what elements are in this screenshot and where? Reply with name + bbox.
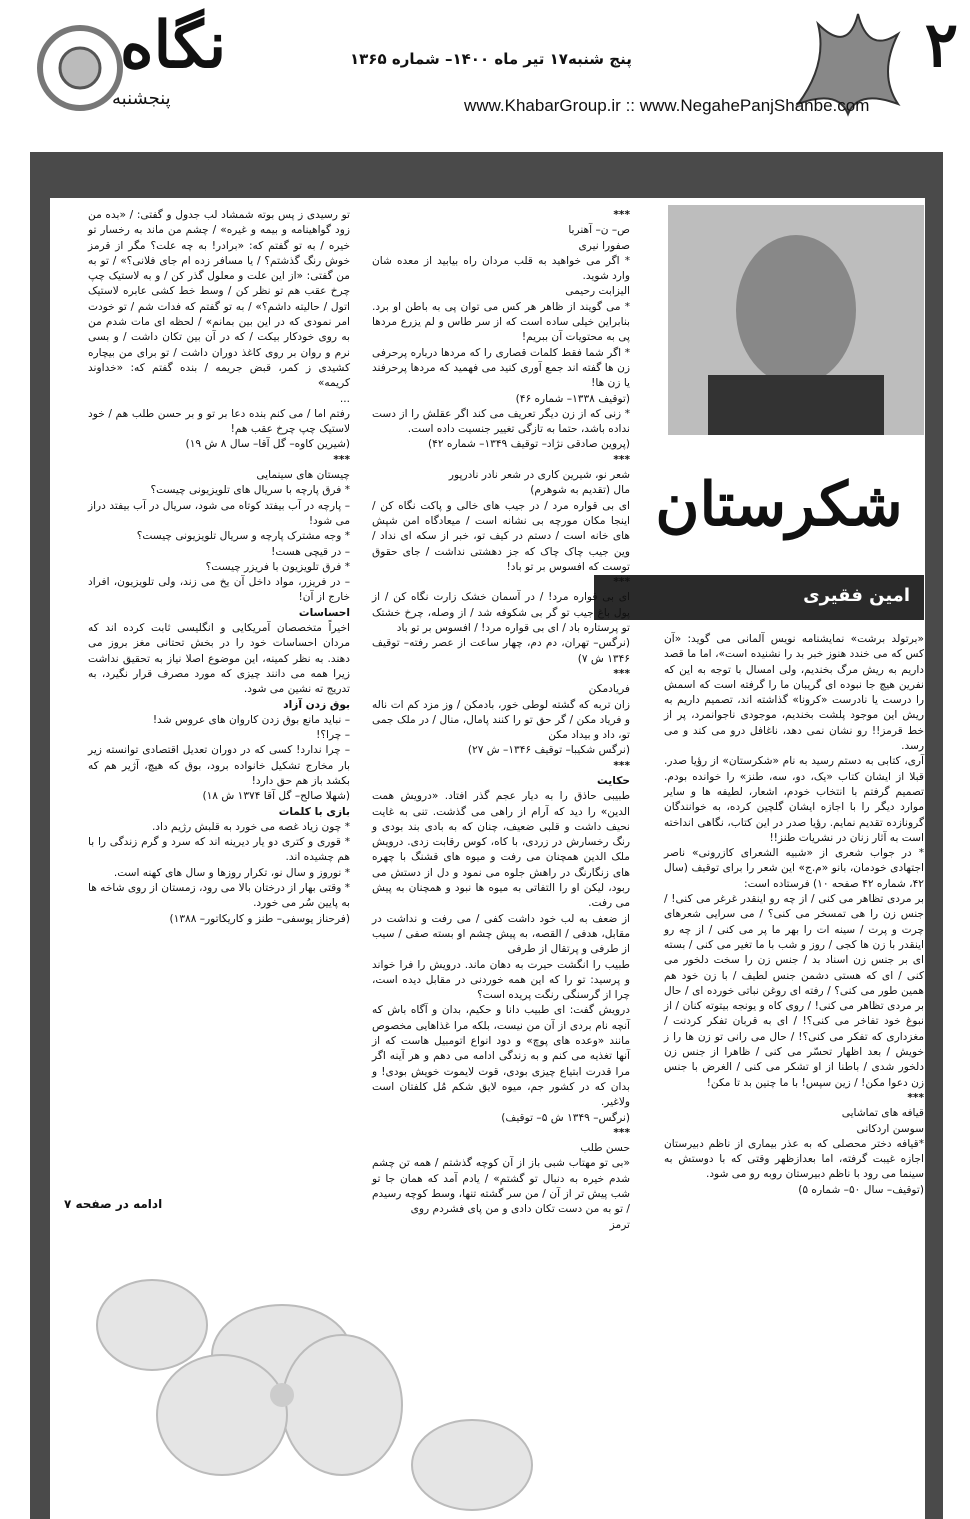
paragraph: چیستان های سینمایی	[256, 469, 350, 482]
paragraph: * زنی که از زن دیگر تعریف می کند اگر عقلش را از دست نداده باشد، حتما به تازگی تغییر جنسیت داده است.	[372, 407, 630, 436]
issue-info: پنج شنبه۱۷ تیر ماه ۱۴۰۰– شماره ۱۳۶۵	[350, 50, 632, 68]
paragraph: * اگر می خواهید به قلب مردان راه بیابید از معده شان وارد شوید.	[372, 254, 630, 283]
paragraph: * وقتی بهار از درختان بالا می رود، زمستان از روی شاخه ها به پایین سُر می خورد.	[88, 882, 350, 910]
poem: رفتم اما / می کنم بنده دعا بر تو و بر حسن طلب هم / خود لاستیک چپ چرخ عقب هم!	[88, 407, 350, 436]
section-heading: حکایت	[597, 774, 630, 787]
paragraph: (شیرین کاوه– گل آقا– سال ۸ ش ۱۹)	[185, 438, 350, 451]
paragraph: * فرق پارچه با سریال های تلویزیونی چیست؟	[150, 484, 350, 497]
poem: تو رسیدی ز پس بوته شمشاد لب جدول و گفتی: / «بده من زود گواهینامه و بیمه و غیره» / چشم من ماند به رخسار تو خیره / به تو گفتم که: «برادر! به چه علت؟ مگر از قرمز خوش رنگ گذشتم؟ / یا مسافر زده ام جای فلانی؟» / تو به من گفتی: «از این علت و معلول گذر کن / و به لاستیک چپ چرخ عقب هم تو نظر کن / وسط خط کشی عابره لاستیک اتول / حالیته داشم؟» / به تو گفتم که فدات شم / تو خودت امر نمودی که در این بین بمانم» / لحظه ای مات شدم من به روی خودکار بیکت / که در آن بین تکان داشت / و بسی نرم و روان بر روی کاغذ دوران داشت / تو برای من بیچاره کشیدی ز کمر، قبض جریمه / بنده گفتم که: «خداوند کریمه»	[88, 209, 350, 390]
paragraph: مال (تقدیم به شوهرم)	[530, 484, 630, 497]
poem: زان تربه که گشته لوطی خور، بادمکن / وز مزد کم ات ناله و فریاد مکن / گر حق تو را کنند پامال، منال / در ملک جمی تو، داد و بیداد مکن	[372, 698, 630, 742]
poem: بر مردی تظاهر می کنی / از چه رو اینقدر غرغر می کنی! / جنس زن را هی تمسخر می کنی؟ / می سرایی شعرهای چرت و پرت / سینه ات را بهر ما پر می کنی / از چه رو اینقدر با زن ها کجی / روز و شب با ما تغیر می کنی / بسته ای بر جنس زن اسناد بد / جنس زن را سخت دلخور می کنی / ای که هستی دشمن جنس لطیف / با زن خود هم همین طور می کنی؟ / رفته ای روغن نباتی خورده ای / حال بر مردی تظاهر می کنی! / روی کاه و یونجه بیتوته کنان / از نبوغ خود تفاخر می کنی؟! / ای به قربان تفکر کردنت / مغزداری که تفکر می کنی؟! / حال می رانی تو زن ها را ز خویش / بعد اظهار تحسّر می کنی / ظاهرا از جنس زن دلخور شدی / باطنا از او تشکر می کنی / الغرض با جنس زن دعوا مکن! / زین سپس! با ما چنین بد تا مکن!	[664, 893, 924, 1089]
poem: از ضعف به لب خود داشت کفی / می رفت و نداشت در مقابل، هدفی / القصه، به پیش چشم او بسته صفی / سیب از طرفی و پرتقال از طرفی	[372, 912, 630, 956]
paragraph: – پارچه در آب بیفتد کوتاه می شود، سریال در آب بیفتد دراز می شود!	[88, 499, 350, 527]
paragraph: – در فریزر، مواد داخل آن یخ می زند، ولی تلویزیون، افراد خارج از آن!	[88, 576, 350, 604]
paragraph: – چرا ندارد! کسی که در دوران تعدیل اقتصادی توانسته زیر بار مخارج تشکیل خانواده برود، بوق که هیچ، آژیر هم که بکشد باز هم حق دارد!	[88, 744, 350, 787]
ornament-icon	[28, 18, 132, 118]
paragraph: * فرق تلویزیون با فریزر چیست؟	[205, 560, 350, 573]
paragraph: * اگر شما فقط کلمات قصاری را که مردها درباره پرحرفی زن ها گفته اند جمع آوری کنید می فهمید که مردها پرحرفند یا زن ها!	[372, 346, 630, 390]
paragraph: درویش گفت: ای طبیب دانا و حکیم، بدان و آگاه باش که آنچه نام بردی از آن من نیست، بلکه مرا غذاهایی مخصوص مانند «وعده های پوچ» و دود انواع اتومبیل هاست که از آنها تغذیه می کنم و به زندگی ادامه می دهم و هر آینه اگر مرا قدرت ابتیاع چیزی بودی، قوت لایموت خویش بودی! و بدان که در کشور جم، میوه لایق شکم مُل کلفتان است ولاغیر.	[372, 1004, 630, 1109]
paragraph: (توقیف ۱۳۳۸– شماره ۴۶)	[515, 392, 630, 405]
paragraph: قیافه های تماشایی	[841, 1107, 924, 1120]
paragraph: فریادمکن	[588, 683, 630, 696]
separator: ***	[613, 759, 630, 772]
paragraph: ص– ن– آهنربا	[568, 224, 630, 237]
paragraph: (نرگس شکیبا– توقیف ۱۳۴۶– ش ۲۷)	[467, 744, 630, 757]
paragraph: *قیافه دختر محصلی که به عذر بیماری از ناظم دبیرستان اجازه غیبت گرفته، اما بعدازظهر وقتی که با دوستش به سینما می رود با ناظم دبیرستان روبه رو می شود.	[664, 1137, 924, 1181]
page-header	[0, 0, 970, 132]
newspaper-logo-subtitle: پنجشنبه	[112, 88, 171, 109]
paragraph: آری، کتابی به دستم رسید به نام «شکرستان» از رؤیا صدر. قبلا از ایشان کتاب «یک، دو، سه، طنز» را خوانده بودم. تصمیم گرفتم با انتخاب خودم، اشعار، لطیفه ها و سایر موارد دیگر را با اجازه ایشان گلچین کرده، به خوانندگان گرونازده تقدیم نمایم. رؤیا صدر در این کتاب، نگاهی انداخته است به آثار زنان در نشریات طنز!!	[664, 755, 924, 844]
article-title: شکرستان	[655, 470, 903, 540]
paragraph: صفورا نیری	[578, 239, 630, 252]
separator: ***	[907, 1091, 924, 1104]
separator: ***	[613, 667, 630, 680]
paragraph: * چون زیاد غصه می خورد به قلبش رژیم داد.	[151, 820, 350, 833]
paragraph: * در جواب شعری از «شبیه الشعرای کازرونی» ناصر اجتهادی خودمان، بانو «م.ج» این شعر را برای توقیف (سال ۴۲، شماره ۴۲ صفحه ۱۰) فرستاده است:	[664, 847, 924, 890]
article-author: امین فقیری	[803, 585, 910, 606]
poem: ای بی قواره مرد / در جیب های خالی و پاکت نگاه کن / اینجا مکان مورچه بی نشانه است / میعادگاه امن شپش های خانه است / دستم در کیف تو، خبر از سکه ای نداد / وین جیب چاک چاک که جز دهشتی نداشت / جای حقوق توست که افسوس بر تو باد!	[372, 499, 630, 573]
paragraph: سوسن اردکانی	[856, 1122, 924, 1135]
paragraph: – نباید مانع بوق زدن کاروان های عروس شد!	[152, 713, 350, 726]
website-urls[interactable]: www.KhabarGroup.ir :: www.NegahePanjShanbe.com	[464, 96, 870, 115]
paragraph: (توقیف– سال ۵۰– شماره ۵)	[798, 1183, 924, 1196]
column-2	[372, 208, 630, 1233]
separator: ***	[613, 576, 630, 589]
section-heading: احساسات	[298, 606, 350, 619]
paragraph: طبیب را انگشت حیرت به دهان ماند. درویش را فرا خواند و پرسید: تو را که این همه خوردنی در مقابل دیده است، چرا از گرسنگی رنگت پریده است؟	[372, 958, 630, 1002]
paragraph: (شهلا صالح– گل آقا ۱۳۷۴ ش ۱۸)	[202, 790, 350, 803]
paragraph: – چرا؟!	[316, 729, 350, 742]
author-photo	[668, 205, 924, 435]
page-number: ۲	[924, 8, 958, 81]
paragraph: اخیراً متخصصان آمریکایی و انگلیسی ثابت کرده اند که مردان احساسات خود را در بخش تحتانی مغز بروز می دهند. به نظر کمینه، این موضوع اصلا نیاز به تحقیق نداشت زیرا همه می دانند چیزی که مورد مصرف قرار نگیرد، به تدریج ته نشین می شود.	[88, 622, 350, 696]
paragraph: (نرگس– ۱۳۴۹ ش ۵– توقیف)	[501, 1111, 630, 1124]
separator: ***	[613, 453, 630, 466]
paragraph: الیزابت رحیمی	[565, 285, 630, 298]
continue-note: ادامه در صفحه ۷	[64, 1197, 163, 1211]
section-heading: بازی با کلمات	[278, 805, 350, 818]
newspaper-logo: نگاه	[120, 8, 227, 83]
paragraph: حسن طلب	[580, 1142, 630, 1155]
paragraph: ترمز	[609, 1218, 630, 1231]
poem: «بی تو مهتاب شبی باز از آن کوچه گذشتم / همه تن چشم شدم خیره به دنبال تو گشتم» / یادم آمد که همان جا تو شب پیش تر از آن / من سر گشته تنها، وسط کوچه رسیدم / تو به من دست تکان دادی و من پای فشردم روی	[372, 1157, 630, 1216]
separator: ***	[613, 209, 630, 221]
poem: ای بی قواره مرد! / در آسمان خشک زارت نگاه کن / از پول باغ جیب تو گر بی شکوفه شد / از وصله، چرخ خشتک تو پرستاره باد / ای بی قواره مرد! / افسوس بر تو باد	[372, 591, 630, 635]
paragraph: ...	[339, 392, 350, 405]
hibiscus-flower-icon	[52, 1245, 572, 1515]
paragraph: * وجه مشترک پارچه و سریال تلویزیونی چیست؟	[136, 530, 350, 543]
paragraph: – در قیچی هست!	[271, 545, 350, 558]
paragraph: طبیبی حاذق را به دیار عجم گذر افتاد. «درویش همت الدین» را دید که آرام از راهی می گذشت. تنی به غایت نحیف داشت و قلبی ضعیف، چنان که به بادی بند بودی و رنگ رخسارش در زردی، با کاه، کوس رقابت زدی. درویش ملک الدین همچنان می رفت و میوه های قشنگ با چهره های زنگارنگ در راهش جلوه می نمود و دل از دستش می ربود، لیکن او را التفاتی به میوه ها نبود و همچنان به پیش می رفت.	[372, 790, 630, 910]
paragraph: (نرگس– تهران، دم دم، چهار ساعت از عصر رفته– توقیف ۱۳۴۶ ش ۷)	[372, 637, 630, 665]
paragraph: شعر نو، شیرین کاری در شعر نادر نادرپور	[448, 469, 630, 482]
paragraph: * نوروز و سال نو، تکرار روزها و سال های کهنه است.	[113, 866, 350, 879]
paragraph: «برتولد برشت» نمایشنامه نویس آلمانی می گوید: «آن کس که می خندد هنوز خبر بد را نشنیده است»، اما ما قصد داریم به ریش مرگ بخندیم، ولی امسال با توجه به این که نفرین هیچ جا نبوده ای گریبان ما را گرفته است که اسمش را درست یا نادرست «کرونا» گذاشته اند، تصمیم داریم به ریش این موجود پلشت بخندیم، موجودی ناجوانمرد، پر از خط قرمز!! رو نشان نمی دهد، ناغافل درو می کند و می رسد.	[664, 633, 924, 753]
separator: ***	[613, 1126, 630, 1139]
paragraph: * قوری و کتری دو یار دیرینه اند که سرد و گرم زندگی را با هم چشیده اند.	[88, 836, 350, 864]
paragraph: * می گویند از ظاهر هر کس می توان پی به باطن او برد. بنابراین خیلی ساده است که از سر طاس و لم یزرع مردها پی به محتویات آن ببریم!	[372, 300, 630, 344]
column-1	[664, 632, 924, 1198]
separator: ***	[333, 453, 350, 466]
section-heading: بوق زدن آزاد	[283, 698, 350, 711]
paragraph: (پروین صادقی نژاد– توقیف ۱۳۴۹– شماره ۴۲)	[428, 438, 630, 451]
portrait-icon	[668, 205, 924, 435]
paragraph: (فرحناز یوسفی– طنز و کاریکاتور– ۱۳۸۸)	[169, 912, 350, 925]
column-3	[88, 208, 350, 927]
